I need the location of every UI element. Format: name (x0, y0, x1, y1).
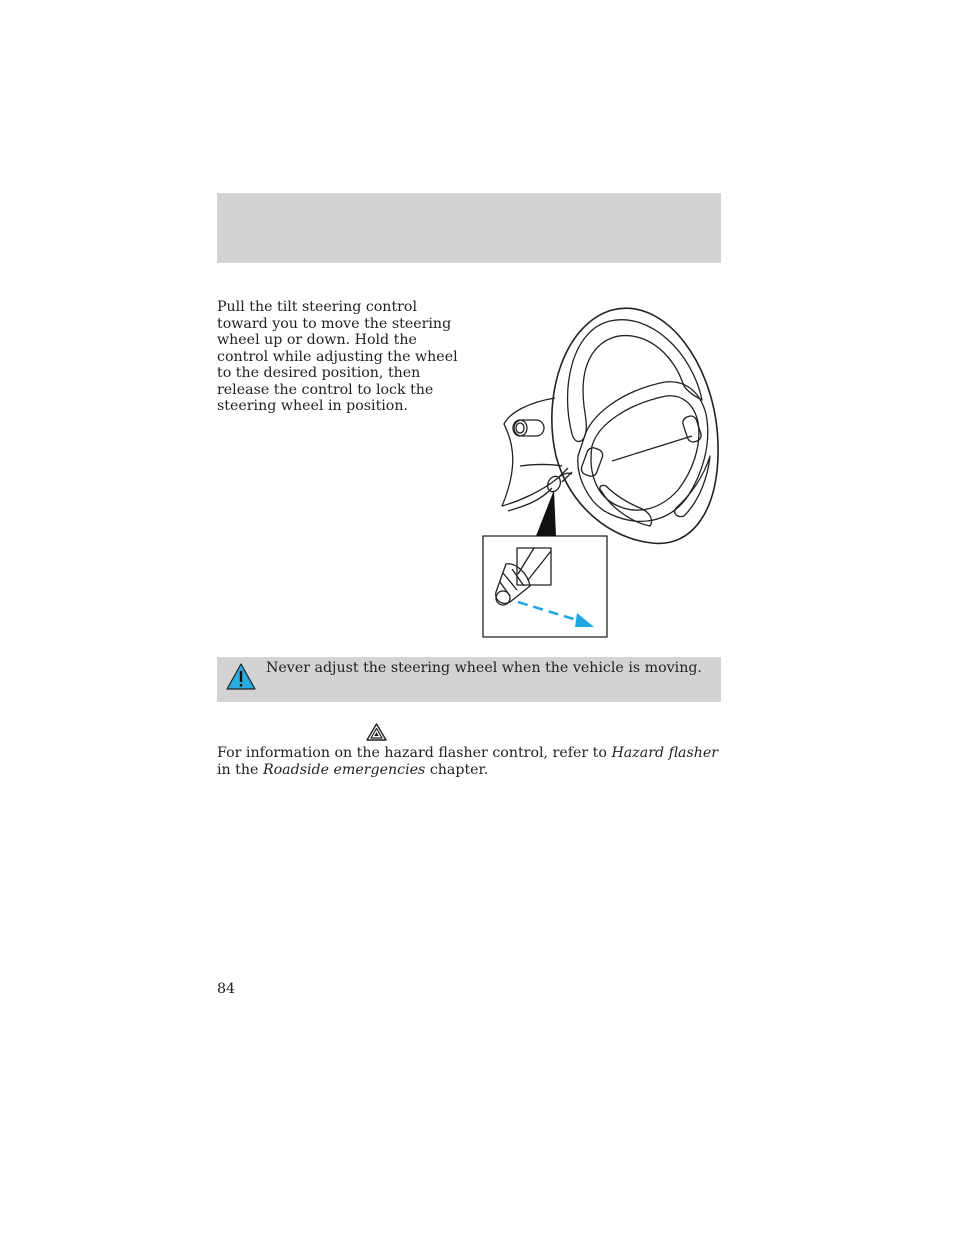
hazard-flasher-reference-link: Hazard flasher (611, 745, 719, 761)
roadside-emergencies-reference-link: Roadside emergencies (262, 762, 426, 778)
tilt-steering-instructions: Pull the tilt steering control toward you to move the steering wheel up or down. Hold the control while adjusting the wheel to the desired position, then release the control to lock the steering wheel in position. (217, 299, 458, 414)
warning-text: Never adjust the steering wheel when the vehicle is moving. (266, 660, 702, 676)
warning-triangle-icon (225, 662, 257, 692)
page-number: 84 (217, 981, 236, 997)
warning-box (217, 657, 721, 702)
hazard-text-after: chapter. (425, 762, 489, 778)
hazard-text-middle: in the (217, 762, 263, 778)
hazard-flasher-reference (217, 745, 723, 779)
header-band (217, 193, 721, 263)
steering-wheel-tilt-lever-illustration (480, 296, 722, 641)
hazard-triangle-icon (366, 723, 387, 741)
hazard-text-before: For information on the hazard flasher control, refer to (217, 745, 612, 761)
